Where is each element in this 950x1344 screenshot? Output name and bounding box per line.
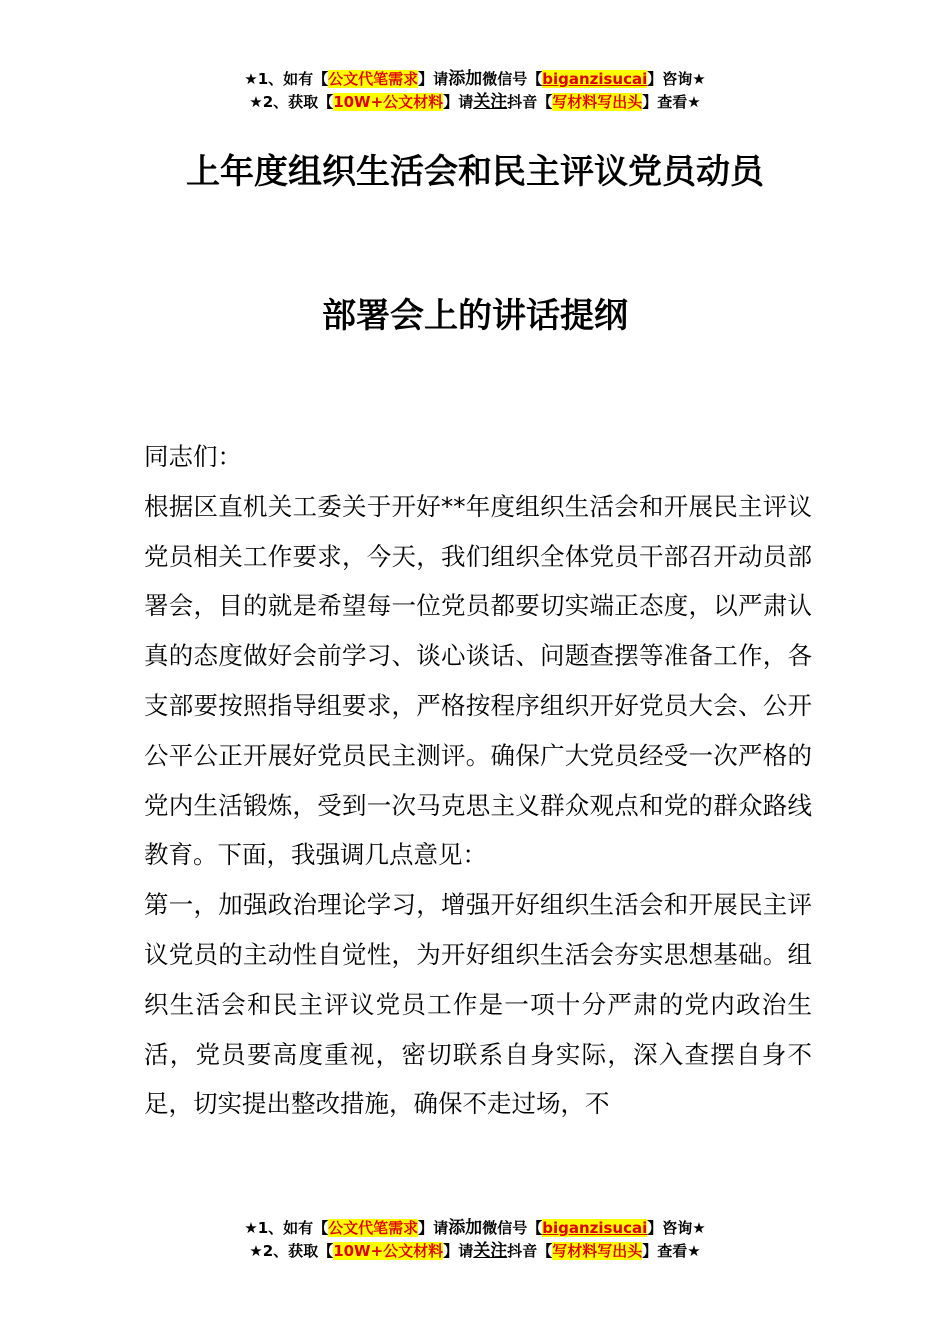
document-body	[144, 432, 812, 1129]
douyin-account-link[interactable]: 写材料写出头	[552, 1242, 643, 1260]
body-paragraph-2: 第一，加强政治理论学习，增强开好组织生活会和开展民主评议党员的主动性自觉性，为开好组织生活会夯实思想基础。组织生活会和民主评议党员工作是一项十分严肃的党内政治生活，党员要高度重视，密切联系自身实际，深入查摆自身不足，切实提出整改措施，确保不走过场，不	[144, 890, 812, 1119]
banner-text: 】请	[443, 93, 474, 111]
banner-emphasis: 添加	[448, 1218, 483, 1238]
banner-emphasis: 关注	[473, 92, 508, 112]
banner-text: 】咨询★	[647, 1219, 706, 1237]
highlight-materials: 10W+公文材料	[333, 1242, 444, 1260]
banner-line-1	[0, 1217, 950, 1240]
top-promo-banner	[0, 68, 950, 114]
banner-line-1	[0, 68, 950, 91]
banner-text: 】请	[443, 1242, 474, 1260]
banner-text: 】请	[418, 70, 449, 88]
highlight-service: 公文代笔需求	[328, 1219, 419, 1237]
banner-text: ★1、如有【	[244, 70, 329, 88]
banner-line-2	[0, 1240, 950, 1263]
banner-text: 抖音【	[507, 93, 553, 111]
banner-text: 微信号【	[482, 70, 543, 88]
document-title-line-1: 上年度组织生活会和民主评议党员动员	[186, 152, 764, 192]
salutation: 同志们：	[144, 442, 242, 471]
banner-text: 】查看★	[642, 93, 701, 111]
highlight-materials: 10W+公文材料	[333, 93, 444, 111]
banner-text: 】查看★	[642, 1242, 701, 1260]
banner-line-2	[0, 91, 950, 114]
banner-emphasis: 添加	[448, 69, 483, 89]
banner-emphasis: 关注	[473, 1241, 508, 1261]
banner-text: 】请	[418, 1219, 449, 1237]
douyin-account-link[interactable]: 写材料写出头	[552, 93, 643, 111]
highlight-service: 公文代笔需求	[328, 70, 419, 88]
banner-text: 】咨询★	[647, 70, 706, 88]
wechat-id-link[interactable]: biganzisucai	[542, 70, 648, 88]
bottom-promo-banner	[0, 1217, 950, 1263]
document-title-line-2: 部署会上的讲话提纲	[322, 296, 628, 336]
body-paragraph-1: 根据区直机关工委关于开好**年度组织生活会和开展民主评议党员相关工作要求，今天，我们组织全体党员干部召开动员部署会，目的就是希望每一位党员都要切实端正态度，以严肃认真的态度做好会前学习、谈心谈话、问题查摆等准备工作，各支部要按照指导组要求，严格按程序组织开好党员大会、公开公平公正开展好党员民主测评。确保广大党员经受一次严格的党内生活锻炼，受到一次马克思主义群众观点和党的群众路线教育。下面，我强调几点意见：	[144, 491, 812, 870]
banner-text: 微信号【	[482, 1219, 543, 1237]
wechat-id-link[interactable]: biganzisucai	[542, 1219, 648, 1237]
banner-text: ★1、如有【	[244, 1219, 329, 1237]
banner-text: ★2、获取【	[249, 1242, 334, 1260]
banner-text: 抖音【	[507, 1242, 553, 1260]
banner-text: ★2、获取【	[249, 93, 334, 111]
